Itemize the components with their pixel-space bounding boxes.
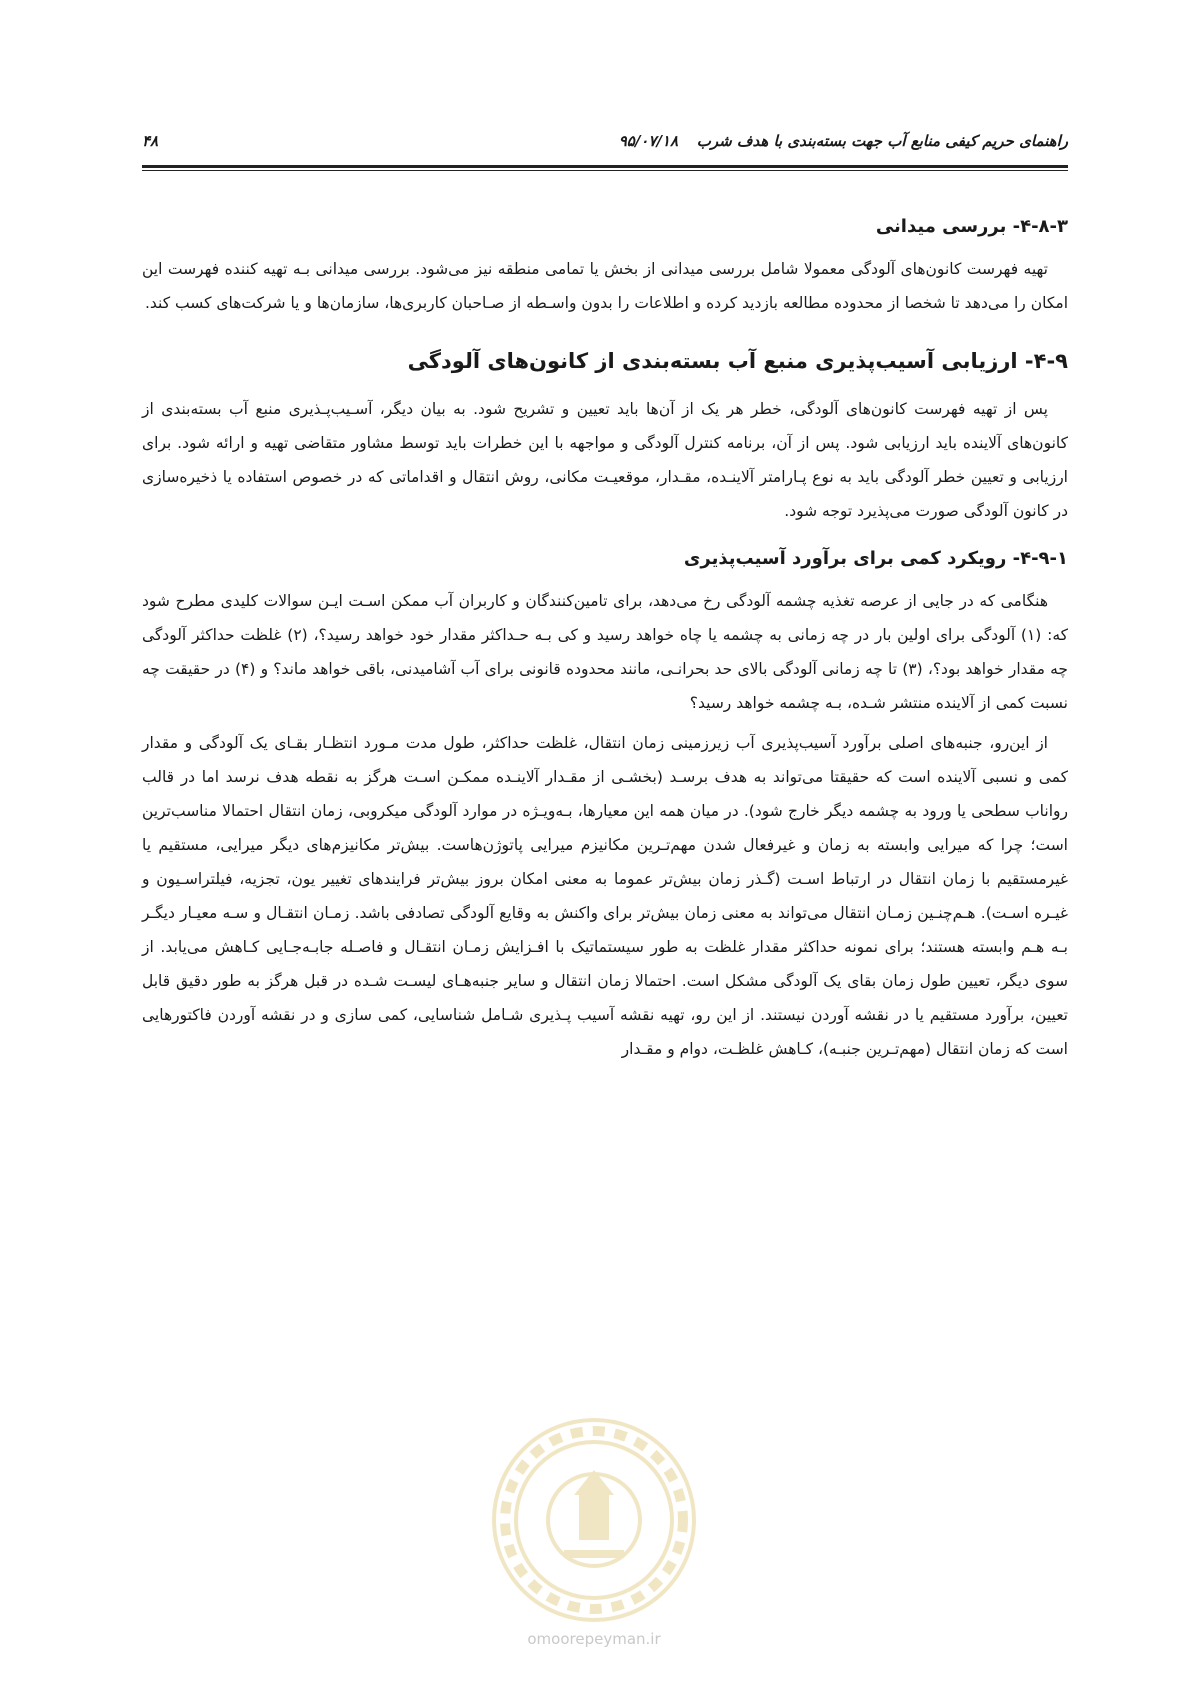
watermark-site-text: omoorepeyman.ir [527,1630,661,1648]
page-number: ۴۸ [142,132,159,150]
paragraph: از این‌رو، جنبه‌های اصلی برآورد آسیب‌پذیری آب زیرزمینی زمان انتقال، غلظت حداکثر، طول مدت مـورد انتظـار بقـای یک آلودگی و مقدار کمی و نسبی آلاینده است که حقیقتا می‌تواند به هدف برسـد (بخشـی از مقـدار آلاینـده ممکـن اسـت هرگز به نقطه هدف نرسد اما در قالب رواناب سطحی یا ورود به چشمه دیگر خارج شود). در میان همه این معیارها، بـه‌ویـژه در موارد آلودگی میکروبی، زمان انتقال احتمالا مناسب‌ترین است؛ چرا که میرایی وابسته به زمان و غیرفعال شدن مهم‌تـرین مکانیزم میرایی پاتوژن‌هاست. بیش‌تر مکانیزم‌های دیگر میرایی، مستقیم یا غیرمستقیم با زمان انتقال در ارتباط اسـت (گـذر زمان بیش‌تر عموما به معنی امکان بروز بیش‌تر فرایندهای تغییر یون، تجزیه، فیلتراسـیون و غیـره اسـت). هـم‌چنـین زمـان انتقال می‌تواند به معنی زمان بیش‌تر برای واکنش به وقایع آلودگی تصادفی باشد. زمـان انتقـال و سـه معیـار دیگـر بـه هـم وابسته هستند؛ برای نمونه حداکثر مقدار غلظت به طور سیستماتیک با افـزایش زمـان انتقـال و فاصـله جابـه‌جـایی کـاهش می‌یابد. از سوی دیگر، تعیین طول زمان بقای یک آلودگی مشکل است. احتمالا زمان انتقال و سایر جنبه‌هـای لیسـت شـده در قبل هرگز به طور دقیق قابل تعیین، برآورد مستقیم یا در نقشه آوردن نیستند. از این رو، تهیه نقشه آسیب پـذیری شـامل شناسایی، کمی سازی و در نقشه آوردن فاکتورهایی است که زمان انتقال (مهم‌تـرین جنبـه)، کـاهش غلظـت، دوام و مقـدار [142,734,1068,1058]
section-heading-quantitative-approach: ۴-۹-۱- رویکرد کمی برای برآورد آسیب‌پذیری [683,548,1068,569]
section-heading-field-survey: ۴-۸-۳- بررسی میدانی [875,216,1068,237]
page-body [142,214,1068,1072]
paragraph: پس از تهیه فهرست کانون‌های آلودگی، خطر هر یک از آن‌ها باید تعیین و تشریح شود. به بیان دیگر، آسـیب‌پـذیری منبع آب بسته‌بندی از کانون‌های آلاینده باید ارزیابی شود. پس از آن، برنامه کنترل آلودگی و مواجهه با این خطرات باید توسط مشاور متقاضی تهیه و ارائه شود. برای ارزیابی و تعیین خطر آلودگی باید به نوع پـارامتر آلاینـده، مقـدار، موقعیـت مکانی، روش انتقال و اقداماتی که در خصوص استفاده یا ذخیره‌سازی در کانون آلودگی صورت می‌پذیرد توجه شود. [142,400,1068,520]
watermark-seal-icon [484,1400,704,1640]
header-rule-thick [142,165,1068,168]
running-header [142,128,1068,164]
paragraph: تهیه فهرست کانون‌های آلودگی معمولا شامل بررسی میدانی از بخش یا تمامی منطقه نیز می‌شود. بررسی میدانی بـه تهیه کننده فهرست این امکان را می‌دهد تا شخصا از محدوده مطالعه بازدید کرده و اطلاعات را بدون واسـطه از صـاحبان کاربری‌ها، سازمان‌ها و یا شرکت‌های کسب کند. [142,260,1068,312]
paragraph: هنگامی که در جایی از عرصه تغذیه چشمه آلودگی رخ می‌دهد، برای تامین‌کنندگان و کاربران آب ممکن اسـت ایـن سوالات کلیدی مطرح شود که: (۱) آلودگی برای اولین بار در چه زمانی به چشمه یا چاه خواهد رسید و کی بـه حـداکثر مقدار خود خواهد رسید؟، (۲) غلظت حداکثر آلودگی چه مقدار خواهد بود؟، (۳) تا چه زمانی آلودگی بالای حد بحرانـی، مانند محدوده قانونی برای آب آشامیدنی، باقی خواهد ماند؟ و (۴) در حقیقت چه نسبت کمی از آلاینده منتشر شـده، بـه چشمه خواهد رسید؟ [142,592,1069,712]
header-title: راهنمای حریم کیفی منابع آب جهت بسته‌بندی با هدف شرب [696,132,1068,150]
section-heading-vulnerability-assessment: ۴-۹- ارزیابی آسیب‌پذیری منبع آب بسته‌بندی از کانون‌های آلودگی [407,349,1068,373]
header-date: ۹۵/۰۷/۱۸ [618,132,678,150]
header-rule-thin [142,170,1068,171]
